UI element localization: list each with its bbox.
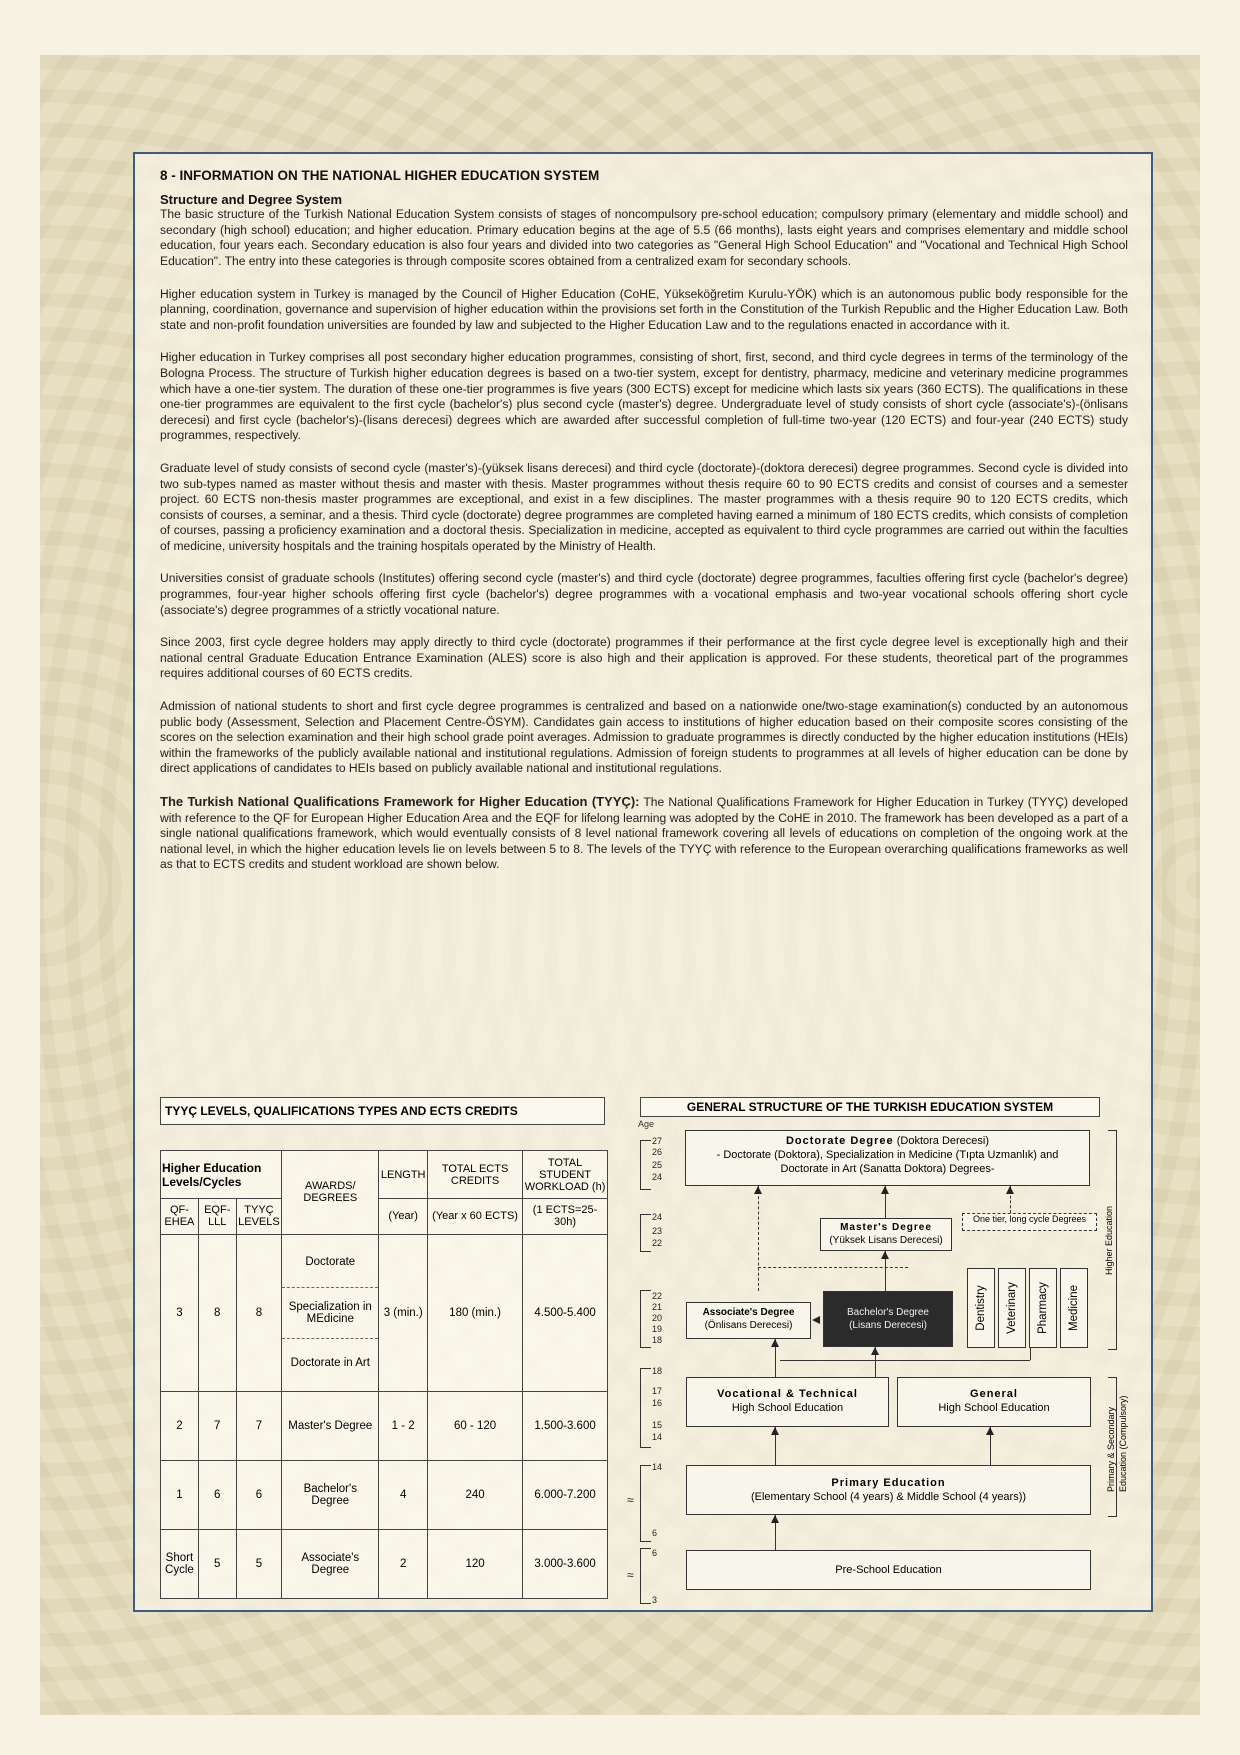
qf-table [160, 1150, 608, 1599]
age-tick: 14 [652, 1462, 663, 1472]
cell-workload: 3.000-3.600 [523, 1530, 608, 1599]
dentistry-box [967, 1268, 995, 1348]
bachelors-sub: (Lisans Derecesi) [849, 1320, 927, 1331]
primsec-label: Primary & Secondary [1106, 1406, 1116, 1492]
program-label: Medicine [1068, 1284, 1080, 1332]
tyyc-lead: The Turkish National Qualifications Framework for Higher Education (TYYÇ): [160, 794, 640, 809]
masters-title: Master's Degree [840, 1222, 932, 1233]
associates-box [686, 1302, 811, 1339]
award-doctorate: Doctorate [282, 1238, 378, 1288]
program-label: Pharmacy [1037, 1282, 1049, 1334]
cell-ects: 240 [428, 1461, 523, 1530]
table-row [161, 1530, 608, 1599]
header-ects: TOTAL ECTS CREDITS [428, 1151, 523, 1199]
age-tick: 27 [652, 1136, 663, 1146]
header-ects-sub: (Year x 60 ECTS) [428, 1199, 523, 1235]
table-row [161, 1234, 608, 1392]
age-tick: 24 [652, 1172, 663, 1182]
age-label: Age [638, 1119, 655, 1129]
tyyc-text: The National Qualifications Framework for Higher Education in Turkey (TYYÇ) developed with reference to the QF for European Higher Education Area and the EQF for lifelong learning was adopted by the CoHE in 2010. The framework has been developed as a part of a single national qualifications framework, which would eventually consists of 8 level national framework covering all levels of educations on completion of the ongoing work at the national level, in which the higher education levels lie on levels between 5 to 8. The levels of the TYYÇ with reference to the European overarching qualifications frameworks as well as that to ECTS credits and student workload are shown below. [160, 795, 1128, 872]
masters-box [820, 1218, 952, 1251]
age-tick: 17 [652, 1386, 663, 1396]
arrow-up-icon [986, 1427, 994, 1435]
vocational-title: Vocational & Technical [717, 1388, 858, 1400]
age-tick: 14 [652, 1432, 663, 1442]
header-awards: AWARDS/ DEGREES [282, 1151, 379, 1235]
arrow-up-icon [771, 1515, 779, 1523]
cell-qf: 1 [161, 1461, 199, 1530]
general-box [897, 1377, 1091, 1427]
cell-length: 2 [379, 1530, 428, 1599]
cell-eqf: 7 [198, 1392, 236, 1461]
age-tick: 22 [652, 1291, 663, 1301]
age-bracket [640, 1140, 651, 1190]
paragraph-tyyc [160, 794, 1128, 873]
header-length: LENGTH [379, 1151, 428, 1199]
table-row [161, 1461, 608, 1530]
cell-qf: 2 [161, 1392, 199, 1461]
arrow-up-icon [771, 1427, 779, 1435]
award-specialization: Specialization in MEdicine [282, 1288, 378, 1339]
paragraph: The basic structure of the Turkish National Education System consists of stages of noncompulsory pre-school education; compulsory primary (elementary and middle school) and secondary (high school) education; and higher education. Primary education begins at the age of 5.5 (66 months), lasts eight years and comprises elementary and middle school education, four years each. Secondary education is also four years and divided into two categories as "General High School Education" and "Vocational and Technical High School Education". The entry into these categories is through composite scores obtained from a centralized exam for secondary schools. [160, 207, 1128, 268]
paragraph: Higher education in Turkey comprises all post secondary higher education programmes, consisting of short, first, second, and third cycle degrees in terms of the terminology of the Bologna Process. The structure of Turkish higher education degrees is based on a two-tier system, except for dentistry, pharmacy, medicine and veterinary medicine programmes which have a one-tier system. The duration of these one-tier programmes is five years (300 ECTS) except for medicine which lasts six years (360 ECTS). The qualifications in these one-tier programmes are equivalent to the first cycle (bachelor's) plus second cycle (master's) degree. Undergraduate level of study consists of short cycle (associate's)-(önlisans derecesi) and first cycle (bachelor's)-(lisans derecesi) degrees which are awarded after successful completion of full-time two-year (120 ECTS) and four-year (240 ECTS) study programmes, respectively. [160, 350, 1128, 443]
header-workload-sub: (1 ECTS=25-30h) [523, 1199, 608, 1235]
cell-tyyc: 6 [236, 1461, 282, 1530]
cell-tyyc: 7 [236, 1392, 282, 1461]
age-bracket [640, 1368, 651, 1448]
vocational-box [686, 1377, 889, 1427]
age-bracket [640, 1548, 651, 1604]
age-tick: 16 [652, 1398, 663, 1408]
cell-tyyc: 5 [236, 1530, 282, 1599]
section-subheading: Structure and Degree System [160, 191, 343, 207]
program-label: Dentistry [975, 1285, 987, 1331]
connector [780, 1360, 1030, 1361]
primary-box [686, 1465, 1091, 1515]
break-mark: ≈ [627, 1568, 634, 1582]
section-heading: 8 - INFORMATION ON THE NATIONAL HIGHER EDUCATION SYSTEM [160, 168, 600, 183]
program-label: Veterinary [1006, 1282, 1018, 1334]
doctorate-sub: (Doktora Derecesi) [896, 1135, 990, 1147]
age-tick: 18 [652, 1335, 663, 1345]
general-sub: High School Education [938, 1402, 1050, 1414]
cell-ects: 60 - 120 [428, 1392, 523, 1461]
age-tick: 22 [652, 1238, 663, 1248]
paragraph: Admission of national students to short and first cycle degree programmes is centralized and based on a nationwide one/two-stage examination(s) conducted by an autonomous public body (Assessment, Selection and Placement Centre-ÖSYM). Candidates gain access to institutions of higher education based on their composite scores consisting of the scores on the selection examination and their high school grade point averages. Admission to graduate programmes is directly conducted by the higher education institutions (HEIs) within the frameworks of the publicly available national and institutional regulations. Admission of foreign students to programmes at all levels of higher education can be done by direct applications of candidates to HEIs based on publicly available national and institutional regulations. [160, 699, 1128, 776]
cell-workload: 6.000-7.200 [523, 1461, 608, 1530]
age-bracket [640, 1290, 651, 1348]
arrow-up-icon [1006, 1186, 1014, 1194]
header-length-sub: (Year) [379, 1199, 428, 1235]
qf-table-title: TYYÇ LEVELS, QUALIFICATIONS TYPES AND ECTS CREDITS [160, 1097, 605, 1125]
age-tick: 15 [652, 1420, 663, 1430]
cell-eqf: 5 [198, 1530, 236, 1599]
cell-qf: Short Cycle [161, 1530, 199, 1599]
age-tick: 20 [652, 1313, 663, 1323]
arrow-up-icon [881, 1186, 889, 1194]
cell-workload: 1.500-3.600 [523, 1392, 608, 1461]
header-levels: Higher Education Levels/Cycles [161, 1151, 282, 1199]
arrow-up-icon [871, 1347, 879, 1355]
break-mark: ≈ [627, 1493, 634, 1507]
cell-awards: Associate's Degree [282, 1530, 379, 1599]
header-qf: QF-EHEA [161, 1199, 199, 1235]
age-tick: 23 [652, 1226, 663, 1236]
paragraph: Higher education system in Turkey is managed by the Council of Higher Education (CoHE, Yükseköğretim Kurulu-YÖK) which is an autonomous public body responsible for the planning, coordination, governance and supervision of higher education within the provisions set forth in the Constitution of the Turkish Republic and the Higher Education Law. Both state and non-profit foundation universities are founded by law and subjected to the Higher Education Law and to the regulations enacted in accordance with it. [160, 286, 1128, 332]
paragraph: Universities consist of graduate schools (Institutes) offering second cycle (master's) and third cycle (doctorate) degree programmes, faculties offering first cycle (bachelor's degree) programmes, four-year higher schools offering first cycle (bachelor's) degree programmes with a vocational emphasis and two-year vocational schools offering short cycle (associate's) degree programmes of a strictly vocational nature. [160, 571, 1128, 617]
diagram-title: GENERAL STRUCTURE OF THE TURKISH EDUCATION SYSTEM [640, 1097, 1100, 1117]
general-title: General [970, 1388, 1018, 1400]
doctorate-box [685, 1130, 1090, 1186]
paragraph: Graduate level of study consists of second cycle (master's)-(yüksek lisans derecesi) and third cycle (doctorate)-(doktora derecesi) degree programmes. Second cycle is divided into two sub-types named as master without thesis and master with thesis. Master programmes without thesis require 60 to 90 ECTS credits and consist of courses and a semester project. 60 ECTS non-thesis master programmes are exceptional, and exist in a few disciplines. The master programmes with a thesis require 90 to 120 ECTS credits, which consists of courses, a seminar, and a thesis. Third cycle (doctorate) degree programmes are completed having earned a minimum of 180 ECTS credits, which consists of completion of courses, passing a proficiency examination and a doctoral thesis. Specialization in medicine, accepted as equivalent to third cycle programmes are carried out within the faculties of medicine, university hospitals and the training hospitals operated by the Ministry of Health. [160, 460, 1128, 553]
age-tick: 21 [652, 1302, 663, 1312]
dashed-connector [758, 1267, 908, 1268]
award-doctorate-art: Doctorate in Art [290, 1356, 370, 1369]
doctorate-title: Doctorate Degree [785, 1135, 894, 1147]
age-tick: 3 [652, 1595, 658, 1605]
age-bracket [640, 1214, 651, 1252]
primsec-label: Education (Compulsory) [1118, 1395, 1128, 1492]
cell-length: 4 [379, 1461, 428, 1530]
arrow-left-icon [812, 1316, 820, 1324]
veterinary-box [998, 1268, 1026, 1348]
associates-sub: (Önlisans Derecesi) [704, 1320, 793, 1331]
cell-awards: Master's Degree [282, 1392, 379, 1461]
dashed-connector [758, 1186, 759, 1291]
one-tier-label: One tier, long cycle Degrees [962, 1213, 1097, 1231]
bachelors-title: Bachelor's Degree [847, 1307, 929, 1318]
age-tick: 19 [652, 1324, 663, 1334]
age-tick: 24 [652, 1212, 663, 1222]
age-tick: 25 [652, 1160, 663, 1170]
main-text [160, 168, 1128, 890]
header-eqf: EQF-LLL [198, 1199, 236, 1235]
age-tick: 26 [652, 1147, 663, 1157]
medicine-box [1060, 1268, 1088, 1348]
cell-tyyc: 8 [236, 1234, 282, 1392]
header-workload: TOTAL STUDENT WORKLOAD (h) [523, 1151, 608, 1199]
cell-workload: 4.500-5.400 [523, 1234, 608, 1392]
primary-title: Primary Education [831, 1477, 946, 1489]
age-tick: 6 [652, 1528, 658, 1538]
pharmacy-box [1029, 1268, 1057, 1348]
cell-eqf: 8 [198, 1234, 236, 1392]
table-row [161, 1392, 608, 1461]
preschool-label: Pre-School Education [835, 1564, 942, 1576]
higher-ed-label: Higher Education [1104, 1205, 1114, 1275]
arrow-up-icon [754, 1186, 762, 1194]
cell-ects: 180 (min.) [428, 1234, 523, 1392]
preschool-box [686, 1550, 1091, 1590]
header-tyyc: TYYÇ LEVELS [236, 1199, 282, 1235]
cell-length: 3 (min.) [379, 1234, 428, 1392]
cell-eqf: 6 [198, 1461, 236, 1530]
cell-awards: Bachelor's Degree [282, 1461, 379, 1530]
arrow-up-icon [771, 1339, 779, 1347]
cell-qf: 3 [161, 1234, 199, 1392]
vocational-sub: High School Education [731, 1402, 844, 1414]
age-bracket [640, 1465, 651, 1542]
arrow-up-icon [881, 1251, 889, 1259]
cell-awards [282, 1234, 379, 1392]
cell-length: 1 - 2 [379, 1392, 428, 1461]
cell-ects: 120 [428, 1530, 523, 1599]
masters-sub: (Yüksek Lisans Derecesi) [829, 1235, 943, 1246]
age-tick: 18 [652, 1366, 663, 1376]
connector [1030, 1348, 1031, 1360]
bachelors-box [823, 1291, 953, 1347]
doctorate-line2: Doctorate in Art (Sanatta Doktora) Degrees- [780, 1163, 995, 1175]
primary-sub: (Elementary School (4 years) & Middle School (4 years)) [750, 1491, 1027, 1503]
doctorate-line1: - Doctorate (Doktora), Specialization in Medicine (Tıpta Uzmanlık) and [716, 1149, 1059, 1161]
age-tick: 6 [652, 1548, 658, 1558]
paragraph: Since 2003, first cycle degree holders may apply directly to third cycle (doctorate) programmes if their performance at the first cycle degree level is exceptionally high and their national central Graduate Education Entrance Examination (ALES) score is also high and their application is approved. For these students, theoretical part of the programmes requires additional courses of 60 ECTS credits. [160, 635, 1128, 681]
associates-title: Associate's Degree [702, 1307, 795, 1318]
